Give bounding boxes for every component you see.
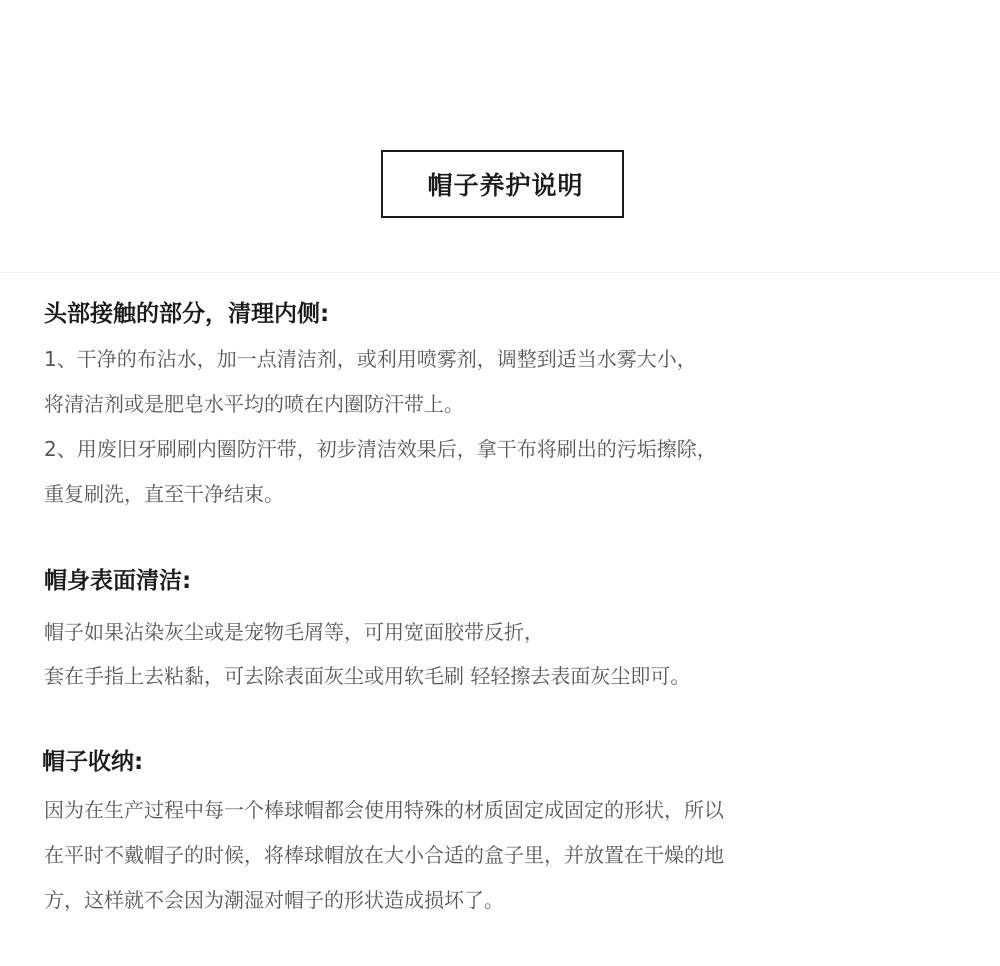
page-title: 帽子养护说明: [427, 171, 584, 200]
section-line: 因为在生产过程中每一个棒球帽都会使用特殊的材质固定成固定的形状，所以: [44, 798, 724, 822]
page-title-box: [381, 150, 624, 218]
cropped-text-fragments: [0, 0, 1000, 10]
section-divider: [0, 272, 1000, 273]
section-heading: 头部接触的部分，清理内侧:: [44, 301, 330, 327]
section-heading: 帽身表面清洁:: [44, 568, 192, 594]
section-line: 帽子如果沾染灰尘或是宠物毛屑等，可用宽面胶带反折，: [44, 620, 544, 644]
section-line: 方，这样就不会因为潮湿对帽子的形状造成损坏了。: [44, 888, 504, 912]
section-line: 在平时不戴帽子的时候，将棒球帽放在大小合适的盒子里，并放置在干燥的地: [44, 843, 724, 867]
section-heading: 帽子收纳:: [42, 749, 144, 775]
section-line: 将清洁剂或是肥皂水平均的喷在内圈防汗带上。: [44, 392, 464, 416]
section-line: 2、用废旧牙刷刷内圈防汗带，初步清洁效果后，拿干布将刷出的污垢擦除，: [44, 437, 717, 461]
section-line: 套在手指上去粘黏，可去除表面灰尘或用软毛刷 轻轻擦去表面灰尘即可。: [44, 664, 691, 688]
section-line: 重复刷洗，直至干净结束。: [44, 482, 284, 506]
section-line: 1、干净的布沾水，加一点清洁剂，或利用喷雾剂，调整到适当水雾大小，: [44, 347, 697, 371]
